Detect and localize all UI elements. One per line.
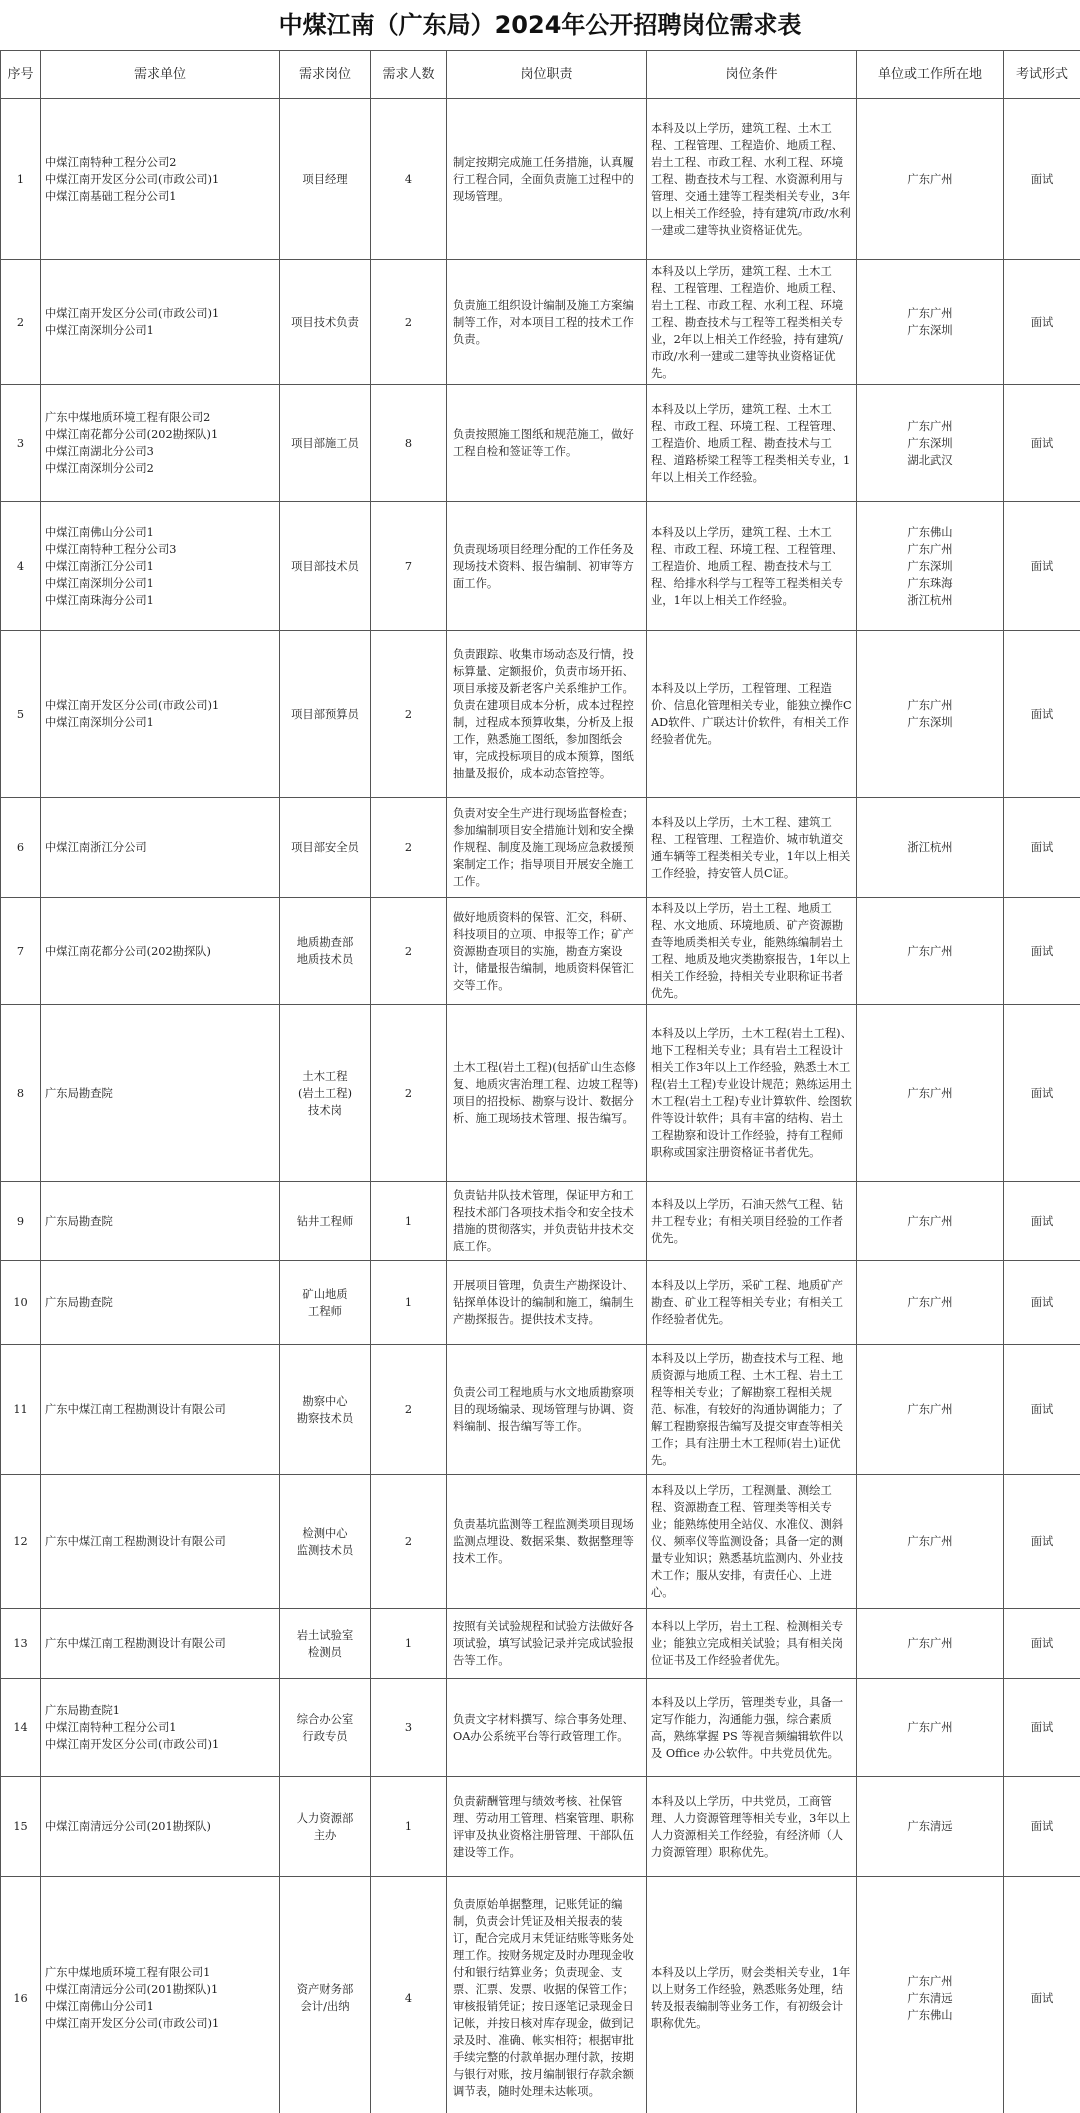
row-units xyxy=(41,99,280,260)
unit-line: 中煤江南花都分公司(202勘探队) xyxy=(45,944,211,958)
row-duties: 负责钻井队技术管理，保证甲方和工程技术部门各项技术指令和安全技术措施的贯彻落实，并负责钻井技术交底工作。 xyxy=(447,1182,647,1261)
row-units xyxy=(41,1182,280,1261)
row-exam: 面试 xyxy=(1004,99,1080,260)
unit-line: 中煤江南深圳分公司2 xyxy=(45,462,154,475)
unit-line: 广东局勘查院 xyxy=(45,1296,113,1309)
header-duties: 岗位职责 xyxy=(447,51,647,99)
unit-line: 中煤江南开发区分公司(市政公司)1 xyxy=(45,2017,220,2030)
row-position: 土木工程 (岩土工程) 技术岗 xyxy=(280,1005,371,1182)
row-duties: 制定按期完成施工任务措施，认真履行工程合同，全面负责施工过程中的现场管理。 xyxy=(447,99,647,260)
unit-line: 中煤江南珠海分公司1 xyxy=(45,593,154,607)
row-index: 2 xyxy=(1,260,41,385)
row-locations xyxy=(857,1182,1004,1261)
row-index: 14 xyxy=(1,1679,41,1777)
row-locations xyxy=(857,1777,1004,1877)
row-duties: 负责文字材料撰写、综合事务处理、OA办公系统平台等行政管理工作。 xyxy=(447,1679,647,1777)
row-requirements: 本科及以上学历，采矿工程、地质矿产勘查、矿业工程等相关专业；有相关工作经验者优先。 xyxy=(647,1261,857,1345)
row-units xyxy=(41,1005,280,1182)
row-units xyxy=(41,1877,280,2113)
row-locations xyxy=(857,1261,1004,1345)
row-position: 资产财务部 会计/出纳 xyxy=(280,1877,371,2113)
row-locations xyxy=(857,1609,1004,1679)
row-requirements: 本科及以上学历，建筑工程、土木工程、市政工程、环境工程、工程管理、工程造价、地质工程、勘查技术与工程、给排水科学与工程等工程类相关专业，1年以上相关工作经验。 xyxy=(647,502,857,631)
header-requirements: 岗位条件 xyxy=(647,51,857,99)
row-locations xyxy=(857,1345,1004,1475)
table-row xyxy=(1,1261,1080,1345)
row-count: 2 xyxy=(371,260,447,385)
row-position: 项目部施工员 xyxy=(280,385,371,502)
row-position: 矿山地质 工程师 xyxy=(280,1261,371,1345)
row-count: 2 xyxy=(371,1475,447,1609)
row-duties: 负责施工组织设计编制及施工方案编制等工作，对本项目工程的技术工作负责。 xyxy=(447,260,647,385)
row-count: 4 xyxy=(371,99,447,260)
table-row xyxy=(1,1877,1080,2113)
location-line: 广东深圳 xyxy=(907,324,953,337)
row-exam: 面试 xyxy=(1004,1345,1080,1475)
unit-line: 广东局勘查院 xyxy=(45,1214,113,1228)
row-duties: 负责薪酬管理与绩效考核、社保管理、劳动用工管理、档案管理、职称评审及执业资格注册管理、干部队伍建设等工作。 xyxy=(447,1777,647,1877)
unit-line: 广东中煤地质环境工程有限公司2 xyxy=(45,411,211,424)
row-count: 1 xyxy=(371,1609,447,1679)
row-index: 11 xyxy=(1,1345,41,1475)
row-count: 1 xyxy=(371,1261,447,1345)
row-exam: 面试 xyxy=(1004,1182,1080,1261)
row-position: 项目部技术员 xyxy=(280,502,371,631)
row-index: 13 xyxy=(1,1609,41,1679)
row-units xyxy=(41,631,280,798)
row-requirements: 本科及以上学历，土木工程(岩土工程)、地下工程相关专业；具有岩土工程设计相关工作3年以上工作经验，熟悉土木工程(岩土工程)专业设计规范；熟练运用土木工程(岩土工程)专业计算软件、绘图软件等设计软件；具有丰富的结构、岩土工程勘察和设计工作经验，持有工程师职称或国家注册资格证书者优先。 xyxy=(647,1005,857,1182)
row-requirements: 本科及以上学历，建筑工程、土木工程、工程管理、工程造价、地质工程、岩土工程、市政工程、水利工程、环境工程、勘查技术与工程、水资源利用与管理、交通土建等工程类相关专业，3年以上相关工作经验，持有建筑/市政/水利一建或二建等执业资格证优先。 xyxy=(647,99,857,260)
unit-line: 中煤江南深圳分公司1 xyxy=(45,324,154,337)
row-count: 3 xyxy=(371,1679,447,1777)
unit-line: 中煤江南深圳分公司1 xyxy=(45,576,154,590)
unit-line: 中煤江南开发区分公司(市政公司)1 xyxy=(45,172,220,186)
table-row xyxy=(1,798,1080,898)
row-index: 8 xyxy=(1,1005,41,1182)
header-position: 需求岗位 xyxy=(280,51,371,99)
row-units xyxy=(41,1679,280,1777)
location-line: 广东佛山 xyxy=(907,525,953,539)
location-line: 广东广州 xyxy=(907,1086,953,1100)
unit-line: 广东局勘查院1 xyxy=(45,1704,120,1717)
page-title: 中煤江南（广东局）2024年公开招聘岗位需求表 xyxy=(278,11,802,39)
row-units xyxy=(41,1777,280,1877)
row-requirements: 本科及以上学历，工程测量、测绘工程、资源勘查工程、管理类等相关专业；能熟练使用全站仪、水准仪、测斜仪、频率仪等监测设备；具备一定的测量专业知识；熟悉基坑监测内、外业技术工作；服从安排，有责任心、上进心。 xyxy=(647,1475,857,1609)
row-duties: 负责公司工程地质与水文地质勘察项目的现场编录、现场管理与协调、资料编制、报告编写等工作。 xyxy=(447,1345,647,1475)
table-row xyxy=(1,1182,1080,1261)
table-row xyxy=(1,1345,1080,1475)
row-position: 地质勘查部 地质技术员 xyxy=(280,898,371,1005)
row-position: 项目技术负责 xyxy=(280,260,371,385)
row-units xyxy=(41,898,280,1005)
row-exam: 面试 xyxy=(1004,1777,1080,1877)
row-position: 项目部预算员 xyxy=(280,631,371,798)
row-exam: 面试 xyxy=(1004,385,1080,502)
location-line: 广东广州 xyxy=(907,699,953,712)
location-line: 广东深圳 xyxy=(907,436,953,450)
row-exam: 面试 xyxy=(1004,1261,1080,1345)
header-location: 单位或工作所在地 xyxy=(857,51,1004,99)
row-count: 2 xyxy=(371,631,447,798)
row-locations xyxy=(857,385,1004,502)
row-index: 16 xyxy=(1,1877,41,2113)
unit-line: 中煤江南浙江分公司1 xyxy=(45,559,154,573)
row-duties: 负责基坑监测等工程监测类项目现场监测点埋设、数据采集、数据整理等技术工作。 xyxy=(447,1475,647,1609)
row-index: 15 xyxy=(1,1777,41,1877)
row-index: 12 xyxy=(1,1475,41,1609)
location-line: 广东广州 xyxy=(907,1974,953,1988)
row-duties: 负责现场项目经理分配的工作任务及现场技术资料、报告编制、初审等方面工作。 xyxy=(447,502,647,631)
row-exam: 面试 xyxy=(1004,898,1080,1005)
row-locations xyxy=(857,798,1004,898)
row-units xyxy=(41,385,280,502)
row-index: 10 xyxy=(1,1261,41,1345)
table-row xyxy=(1,1609,1080,1679)
header-unit: 需求单位 xyxy=(41,51,280,99)
unit-line: 中煤江南开发区分公司(市政公司)1 xyxy=(45,699,220,712)
unit-line: 中煤江南基础工程分公司1 xyxy=(45,189,177,203)
location-line: 广东佛山 xyxy=(907,2008,953,2022)
row-locations xyxy=(857,1005,1004,1182)
table-row xyxy=(1,385,1080,502)
row-requirements: 本科及以上学历，建筑工程、土木工程、工程管理、工程造价、地质工程、岩土工程、市政工程、水利工程、环境工程、勘查技术与工程等工程类相关专业，2年以上相关工作经验，持有建筑/市政/水利一建或二建等执业资格证优先。 xyxy=(647,260,857,385)
row-units xyxy=(41,502,280,631)
unit-line: 中煤江南佛山分公司1 xyxy=(45,525,154,539)
location-line: 广东清远 xyxy=(907,1991,953,2005)
table-row xyxy=(1,898,1080,1005)
row-position: 综合办公室 行政专员 xyxy=(280,1679,371,1777)
unit-line: 中煤江南特种工程分公司3 xyxy=(45,542,177,556)
unit-line: 中煤江南开发区分公司(市政公司)1 xyxy=(45,307,220,320)
location-line: 湖北武汉 xyxy=(907,453,953,467)
location-line: 广东清远 xyxy=(907,1820,953,1833)
row-locations xyxy=(857,260,1004,385)
row-count: 1 xyxy=(371,1777,447,1877)
row-units xyxy=(41,1475,280,1609)
row-locations xyxy=(857,631,1004,798)
row-locations xyxy=(857,502,1004,631)
unit-line: 广东中煤江南工程勘测设计有限公司 xyxy=(45,1403,226,1416)
header-row xyxy=(1,51,1080,99)
location-line: 广东广州 xyxy=(907,1296,953,1309)
unit-line: 广东中煤地质环境工程有限公司1 xyxy=(45,1966,211,1979)
table-row xyxy=(1,631,1080,798)
table-row xyxy=(1,1679,1080,1777)
row-requirements: 本科及以上学历，土木工程、建筑工程、工程管理、工程造价、城市轨道交通车辆等工程类相关专业，1年以上相关工作经验，持安管人员C证。 xyxy=(647,798,857,898)
row-requirements: 本科及以上学历，工程管理、工程造价、信息化管理相关专业，能独立操作CAD软件、广联达计价软件，有相关工作经验者优先。 xyxy=(647,631,857,798)
unit-line: 中煤江南湖北分公司3 xyxy=(45,445,154,458)
row-locations xyxy=(857,1679,1004,1777)
header-count: 需求人数 xyxy=(371,51,447,99)
row-requirements: 本科及以上学历，勘查技术与工程、地质资源与地质工程、土木工程、岩土工程等相关专业；了解勘察工程相关规范、标准，有较好的沟通协调能力；了解工程勘察报告编写及提交审查等相关工作；具有注册土木工程师(岩土)证优先。 xyxy=(647,1345,857,1475)
location-line: 广东广州 xyxy=(907,1637,953,1650)
location-line: 广东珠海 xyxy=(907,576,953,590)
row-position: 岩土试验室 检测员 xyxy=(280,1609,371,1679)
row-position: 项目部安全员 xyxy=(280,798,371,898)
row-exam: 面试 xyxy=(1004,1005,1080,1182)
location-line: 浙江杭州 xyxy=(907,593,953,607)
unit-line: 中煤江南特种工程分公司2 xyxy=(45,155,177,169)
location-line: 广东广州 xyxy=(907,1535,953,1548)
row-exam: 面试 xyxy=(1004,502,1080,631)
row-duties: 开展项目管理，负责生产勘探设计、钻探单体设计的编制和施工，编制生产勘探报告。提供技术支持。 xyxy=(447,1261,647,1345)
unit-line: 中煤江南浙江分公司 xyxy=(45,841,147,854)
row-locations xyxy=(857,898,1004,1005)
table-row xyxy=(1,1005,1080,1182)
row-position: 钻井工程师 xyxy=(280,1182,371,1261)
unit-line: 中煤江南花都分公司(202勘探队)1 xyxy=(45,428,219,441)
row-locations xyxy=(857,99,1004,260)
row-count: 2 xyxy=(371,1005,447,1182)
row-locations xyxy=(857,1877,1004,2113)
row-units xyxy=(41,1261,280,1345)
row-exam: 面试 xyxy=(1004,1609,1080,1679)
row-units xyxy=(41,260,280,385)
row-exam: 面试 xyxy=(1004,1679,1080,1777)
row-index: 6 xyxy=(1,798,41,898)
row-units xyxy=(41,1345,280,1475)
location-line: 广东广州 xyxy=(907,1214,953,1228)
unit-line: 中煤江南清远分公司(201勘探队)1 xyxy=(45,1983,219,1996)
header-index: 序号 xyxy=(1,51,41,99)
row-count: 7 xyxy=(371,502,447,631)
location-line: 广东深圳 xyxy=(907,559,953,573)
row-position: 项目经理 xyxy=(280,99,371,260)
row-exam: 面试 xyxy=(1004,260,1080,385)
row-position: 勘察中心 勘察技术员 xyxy=(280,1345,371,1475)
row-position: 检测中心 监测技术员 xyxy=(280,1475,371,1609)
header-exam: 考试形式 xyxy=(1004,51,1080,99)
row-count: 2 xyxy=(371,898,447,1005)
row-duties: 负责跟踪、收集市场动态及行情，投标算量、定额报价，负责市场开拓、项目承接及新老客户关系维护工作。负责在建项目成本分析，成本过程控制，过程成本预算收集，分析及上报工作，熟悉施工图纸，参加图纸会审，完成投标项目的成本预算，图纸抽量及报价，成本动态管控等。 xyxy=(447,631,647,798)
row-duties: 负责原始单据整理，记账凭证的编制，负责会计凭证及相关报表的装订，配合完成月末凭证结账等账务处理工作。按财务规定及时办理现金收付和银行结算业务；负责现金、支票、汇票、发票、收据的保管工作；审核报销凭证；按日逐笔记录现金日记帐，并按日核对库存现金，做到记录及时、准确、帐实相符；根据审批手续完整的付款单据办理付款，按期与银行对账，按月编制银行存款余额调节表，随时处理未达帐项。 xyxy=(447,1877,647,2113)
row-count: 4 xyxy=(371,1877,447,2113)
row-requirements: 本科及以上学历，建筑工程、土木工程、市政工程、环境工程、工程管理、工程造价、地质工程、勘查技术与工程、道路桥梁工程等工程类相关专业，1年以上相关工作经验。 xyxy=(647,385,857,502)
row-units xyxy=(41,1609,280,1679)
location-line: 广东广州 xyxy=(907,1721,953,1734)
row-index: 7 xyxy=(1,898,41,1005)
row-count: 1 xyxy=(371,1182,447,1261)
row-requirements: 本科及以上学历，财会类相关专业，1年以上财务工作经验，熟悉账务处理，结转及报表编制等业务工作，有初级会计职称优先。 xyxy=(647,1877,857,2113)
table-row xyxy=(1,502,1080,631)
unit-line: 中煤江南开发区分公司(市政公司)1 xyxy=(45,1738,220,1751)
row-exam: 面试 xyxy=(1004,1877,1080,2113)
row-requirements: 本科及以上学历，石油天然气工程、钻井工程专业；有相关项目经验的工作者优先。 xyxy=(647,1182,857,1261)
row-count: 8 xyxy=(371,385,447,502)
row-requirements: 本科及以上学历，管理类专业，具备一定写作能力，沟通能力强，综合素质高，熟练掌握 PS 等视音频编辑软件以及 Office 办公软件。中共党员优先。 xyxy=(647,1679,857,1777)
unit-line: 中煤江南特种工程分公司1 xyxy=(45,1721,177,1734)
recruitment-table xyxy=(0,50,1080,2113)
row-index: 4 xyxy=(1,502,41,631)
location-line: 广东广州 xyxy=(907,419,953,433)
row-requirements: 本科以上学历，岩土工程、检测相关专业；能独立完成相关试验；具有相关岗位证书及工作经验者优先。 xyxy=(647,1609,857,1679)
row-index: 1 xyxy=(1,99,41,260)
row-exam: 面试 xyxy=(1004,631,1080,798)
row-exam: 面试 xyxy=(1004,798,1080,898)
row-units xyxy=(41,798,280,898)
row-count: 2 xyxy=(371,1345,447,1475)
unit-line: 中煤江南深圳分公司1 xyxy=(45,716,154,729)
row-position: 人力资源部 主办 xyxy=(280,1777,371,1877)
unit-line: 中煤江南佛山分公司1 xyxy=(45,2000,154,2013)
row-duties: 负责按照施工图纸和规范施工，做好工程自检和签证等工作。 xyxy=(447,385,647,502)
row-index: 9 xyxy=(1,1182,41,1261)
unit-line: 广东局勘查院 xyxy=(45,1086,113,1100)
table-row xyxy=(1,260,1080,385)
table-row xyxy=(1,1475,1080,1609)
row-locations xyxy=(857,1475,1004,1609)
row-duties: 负责对安全生产进行现场监督检查；参加编制项目安全措施计划和安全操作规程、制度及施工现场应急救援预案制定工作；指导项目开展安全施工工作。 xyxy=(447,798,647,898)
location-line: 广东广州 xyxy=(907,307,953,320)
location-line: 广东深圳 xyxy=(907,716,953,729)
location-line: 浙江杭州 xyxy=(907,841,953,854)
row-index: 3 xyxy=(1,385,41,502)
row-index: 5 xyxy=(1,631,41,798)
location-line: 广东广州 xyxy=(907,172,953,186)
table-row xyxy=(1,1777,1080,1877)
table-row xyxy=(1,99,1080,260)
row-duties: 按照有关试验规程和试验方法做好各项试验，填写试验记录并完成试验报告等工作。 xyxy=(447,1609,647,1679)
location-line: 广东广州 xyxy=(907,542,953,556)
location-line: 广东广州 xyxy=(907,1403,953,1416)
location-line: 广东广州 xyxy=(907,944,953,958)
row-requirements: 本科及以上学历，岩土工程、地质工程、水文地质、环境地质、矿产资源勘查等地质类相关专业，能熟练编制岩土工程、地质及地灾类勘察报告，1年以上相关工作经验，持相关专业职称证书者优先。 xyxy=(647,898,857,1005)
row-duties: 土木工程(岩土工程)(包括矿山生态修复、地质灾害治理工程、边坡工程等)项目的招投标、勘察与设计、数据分析、施工现场技术管理、报告编写。 xyxy=(447,1005,647,1182)
unit-line: 中煤江南清远分公司(201勘探队) xyxy=(45,1820,211,1833)
unit-line: 广东中煤江南工程勘测设计有限公司 xyxy=(45,1535,226,1548)
row-requirements: 本科及以上学历，中共党员，工商管理、人力资源管理等相关专业，3年以上人力资源相关工作经验，有经济师（人力资源管理）职称优先。 xyxy=(647,1777,857,1877)
row-count: 2 xyxy=(371,798,447,898)
unit-line: 广东中煤江南工程勘测设计有限公司 xyxy=(45,1637,226,1650)
row-exam: 面试 xyxy=(1004,1475,1080,1609)
row-duties: 做好地质资料的保管、汇交，科研、科技项目的立项、申报等工作；矿产资源勘查项目的实施，勘查方案设计，储量报告编制，地质资料保管汇交等工作。 xyxy=(447,898,647,1005)
